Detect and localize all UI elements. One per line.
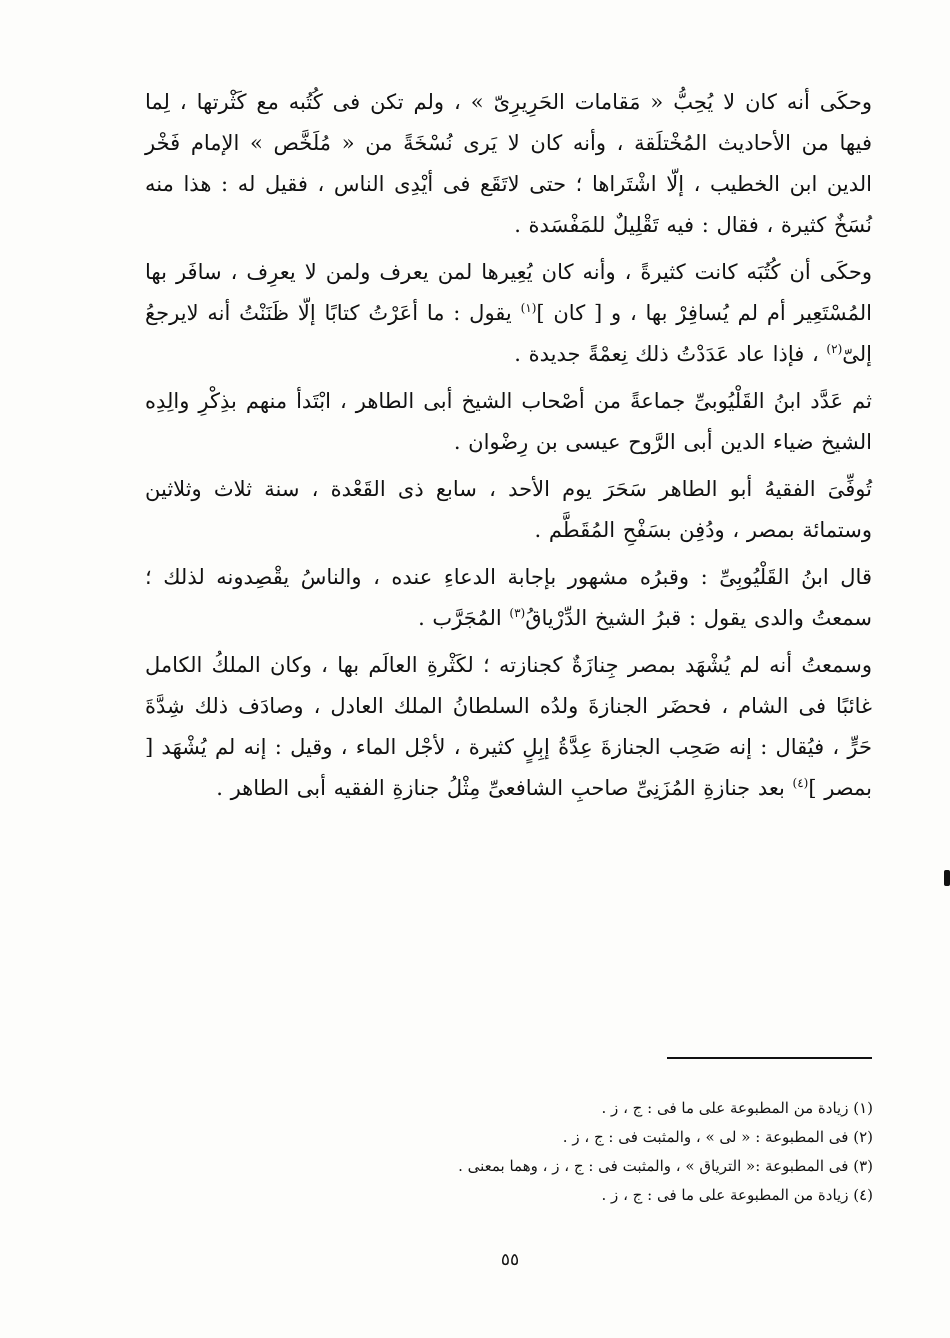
paragraph-2-middle: يقول : ما أعَرْتُ كتابًا إلّا ظَنَنْتُ أنه لايرجعُ إلىّ [145,301,872,366]
paragraph-5-text: قال ابنُ القَلْيُوبِىِّ : وقبرُه مشهور بإجابة الدعاءِ عنده ، والناسُ يقْصِدونه لذلك ؛ سمعتُ والدى يقول : قبرُ الشيخ الدِّرْياقُ [145,565,872,630]
paragraph-4 [145,469,872,551]
paragraph-1 [145,82,872,246]
paragraph-5 [145,557,872,639]
paragraph-3-text: ثم عَدَّد ابنُ القَلْيُوبىِّ جماعةً من أصْحاب الشيخ أبى الطاهر ، ابْتَدأ منهم بذِكْرِ والِدِه الشيخ ضياء الدين أبى الرَّوح عيسى بن رِضْوان . [145,389,872,454]
paragraph-6-end: بعد جنازةِ المُزَنِىِّ صاحبِ الشافعىِّ مِثْلُ جنازةِ الفقيه أبى الطاهر . [216,776,793,800]
footnote-marker-2: (٢) [826,342,843,356]
paragraph-6 [145,645,872,809]
footnote-marker-3: (٣) [509,606,526,620]
main-text [145,82,872,815]
footnote-4: (٤) زيادة من المطبوعة على ما فى : ج ، ز . [601,1186,873,1204]
footnote-separator [667,1057,872,1059]
page-number: ٥٥ [500,1250,520,1270]
scan-edge-mark [944,870,950,886]
paragraph-2 [145,252,872,375]
paragraph-6-text: وسمعتُ أنه لم يُشْهَد بمصر جِنازَةٌ كجنازته ؛ لكَثْرةِ العالَم بها ، وكان الملكُ الكامل غائبًا فى الشام ، فحضَر الجنازةَ ولدُه السلطانُ الملك العادل ، وصادَف ذلك شِدَّةَ حَرٍّ ، فيُقال : إنه صَحِب الجنازةَ عِدَّةُ إبِلٍ كثيرة ، لأجْل الماء ، وقيل : إنه لم يُشْهَد [ بمصر ] [145,653,872,800]
footnote-marker-4: (٤) [792,776,809,790]
footnote-2: (٢) فى المطبوعة : « لى » ، والمثبت فى : ج ، ز . [562,1128,873,1146]
paragraph-5-end: المُجَرَّب . [418,606,510,630]
footnote-3: (٣) فى المطبوعة :« الترياق » ، والمثبت فى : ج ، ز ، وهما بمعنى . [458,1157,873,1175]
paragraph-2-end: ، فإذا عاد عَدَدْتُ ذلك نِعمْةً جديدة . [514,342,827,366]
paragraph-2-text: وحكَى أن كُتُبَه كانت كثيرةً ، وأنه كان يُعِيرها لمن يعرف ولمن لا يعرِف ، سافَر بها المُسْتَعِير أم لم يُسافِرْ بها ، و [ كان ] [145,260,872,325]
paragraph-4-text: تُوفِّىَ الفقيهُ أبو الطاهر سَحَرَ يوم الأحد ، سابع ذى القَعْدة ، سنة ثلاث وثلاثين وستمائة بمصر ، ودُفِن بسَفْحِ المُقَطَّم . [145,477,872,542]
footnotes [300,1094,873,1210]
footnote-marker-1: (١) [520,301,537,315]
paragraph-3 [145,381,872,463]
footnote-1: (١) زيادة من المطبوعة على ما فى : ج ، ز . [601,1099,873,1117]
paragraph-1-text: وحكَى أنه كان لا يُحِبُّ « مَقامات الحَرِيرِىّ » ، ولم تكن فى كُتُبه مع كَثْرتها ، لِما فيها من الأحاديث المُخْتلَقة ، وأنه كان لا يَرى نُسْخَةً من « مُلَخَّص » الإمام فَخْر الدين ابن الخطيب ، إلّا اشْتَراها ؛ حتى لاتَقَع فى أيْدِى الناس ، فقيل له : هذا منه نُسَخٌ كثيرة ، فقال : فيه تَقْلِيلٌ للمَفْسَدة . [145,90,872,237]
